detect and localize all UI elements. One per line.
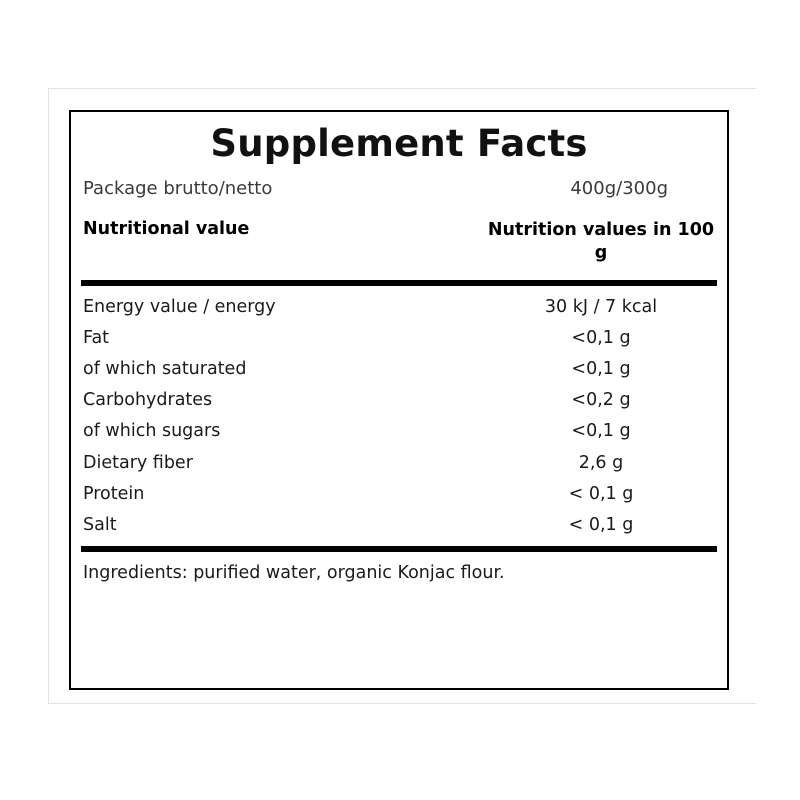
row-value: <0,1 g [571, 327, 631, 348]
row-label: Protein [83, 483, 145, 504]
row-label: of which sugars [83, 421, 221, 442]
row-label: of which saturated [83, 359, 247, 380]
table-row [83, 323, 716, 354]
package-value: 400g/300g [570, 177, 668, 199]
table-header-row [79, 219, 719, 266]
row-label: Fat [83, 327, 110, 348]
row-label: Energy value / energy [83, 296, 276, 317]
column-header-nutritional-value: Nutritional value [83, 218, 250, 239]
supplement-facts-panel [69, 110, 729, 690]
row-value: <0,2 g [571, 390, 631, 411]
page-title: Supplement Facts [210, 122, 588, 165]
panel-inner [71, 123, 727, 699]
row-value: <0,1 g [571, 421, 631, 442]
row-value: 2,6 g [578, 452, 624, 473]
table-row [83, 510, 716, 541]
package-label: Package brutto/netto [83, 177, 273, 199]
header-divider [81, 280, 717, 286]
nutrition-table [79, 292, 719, 541]
row-value: < 0,1 g [568, 483, 634, 504]
row-value: <0,1 g [571, 359, 631, 380]
row-label: Carbohydrates [83, 390, 213, 411]
ingredients-text: Ingredients: purified water, organic Konjac flour. [83, 562, 505, 583]
package-row [79, 178, 719, 199]
table-row [83, 479, 716, 510]
row-label: Dietary fiber [83, 452, 193, 473]
table-row [83, 292, 716, 323]
row-value: 30 kJ / 7 kcal [544, 296, 658, 317]
table-row [83, 448, 716, 479]
table-row [83, 385, 716, 416]
row-label: Salt [83, 514, 117, 535]
table-row [83, 354, 716, 385]
table-row [83, 416, 716, 447]
column-header-nutrition-values-100g: Nutrition values in 100 g [487, 219, 715, 264]
row-value: < 0,1 g [568, 514, 634, 535]
